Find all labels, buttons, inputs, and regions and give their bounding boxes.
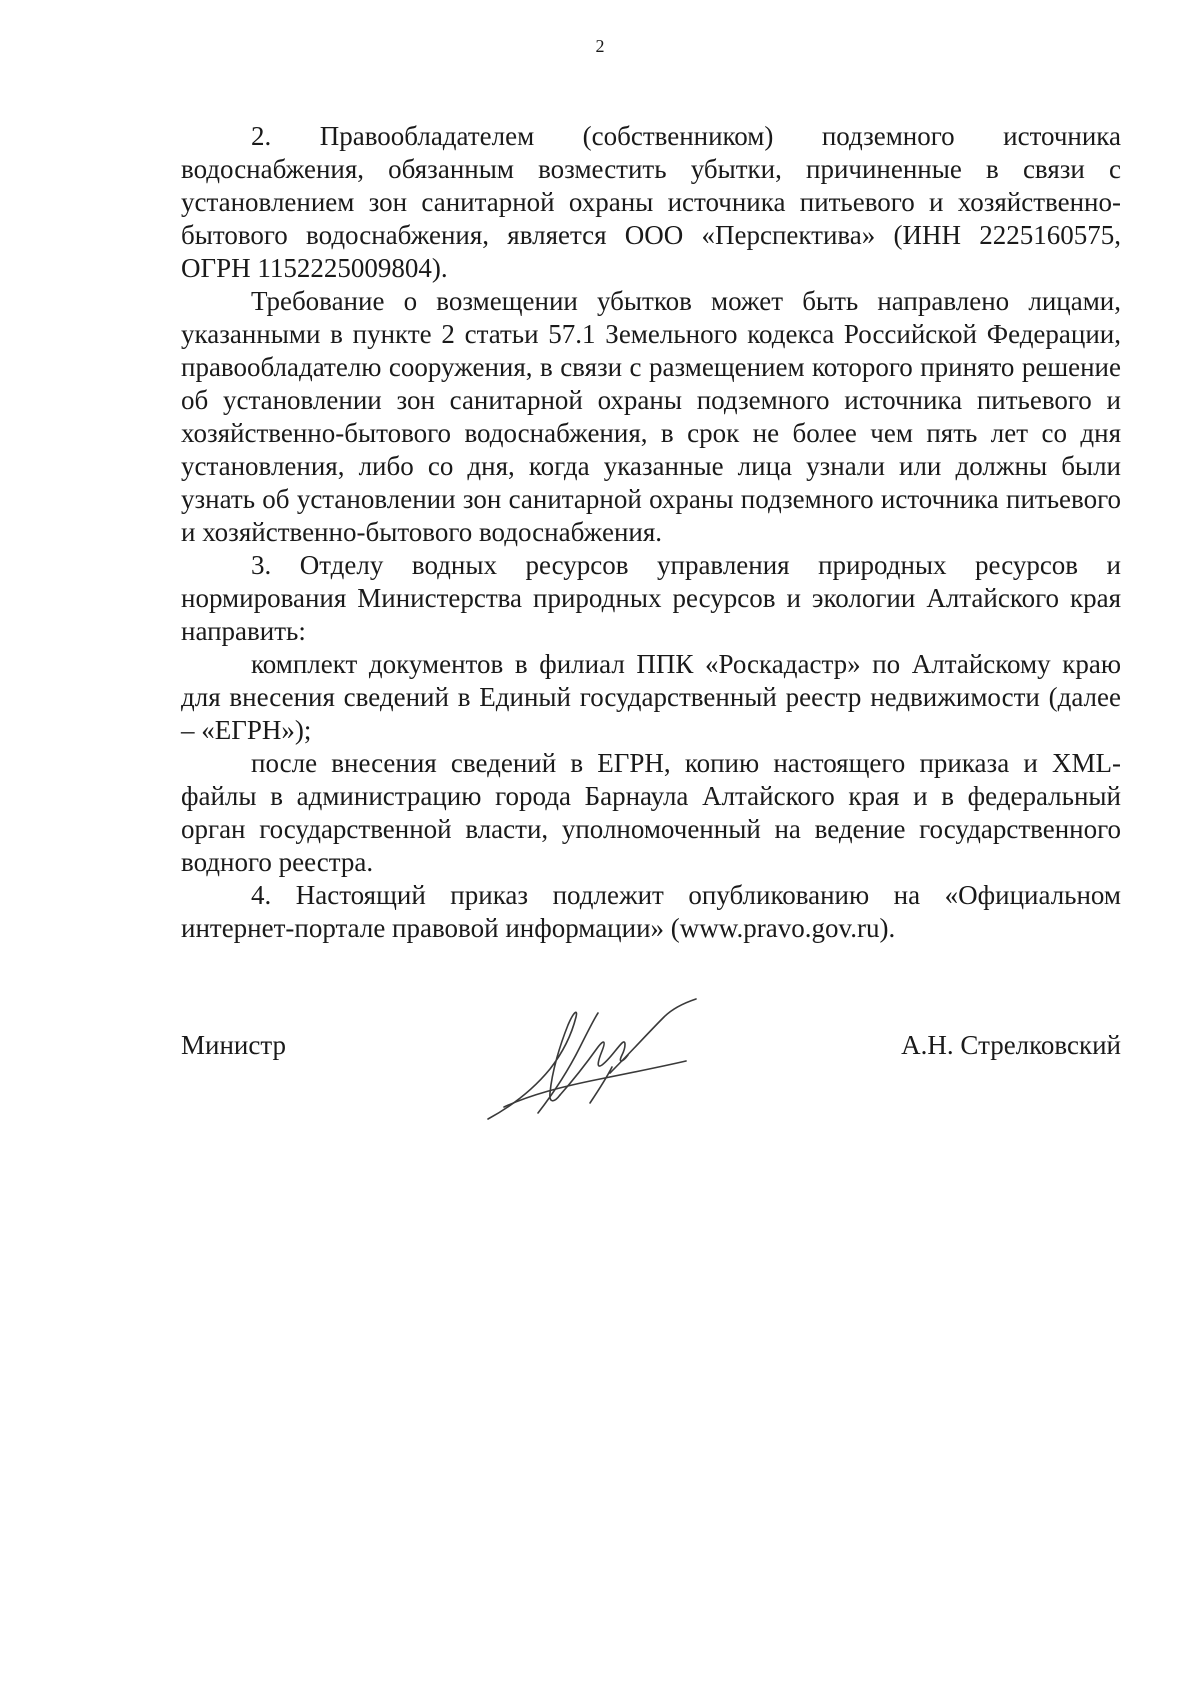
signatory-name: А.Н. Стрелковский [901,1030,1121,1060]
signature-block [181,1030,1121,1070]
paragraph-2-owner: 2. Правообладателем (собственником) подземного источника водоснабжения, обязанным возместить убытки, причиненные в связи с установлением зон санитарной охраны источника питьевого и хозяйственно-бытового водоснабжения, является ООО «Перспектива» (ИНН 2225160575, ОГРН 1152225009804). [181,121,1121,283]
paragraph-3-water-department: 3. Отделу водных ресурсов управления природных ресурсов и нормирования Министерства природных ресурсов и экологии Алтайского края направить: [181,550,1121,646]
paragraph-damages-claim: Требование о возмещении убытков может быть направлено лицами, указанными в пункте 2 статьи 57.1 Земельного кодекса Российской Федерации, правообладателю сооружения, в связи с размещением которого принято решение об установлении зон санитарной охраны подземного источника питьевого и хозяйственно-бытового водоснабжения, в срок не более чем пять лет со дня установления, либо со дня, когда указанные лица узнали или должны были узнать об установлении зон санитарной охраны подземного источника питьевого и хозяйственно-бытового водоснабжения. [181,286,1121,547]
document-body [181,120,1121,945]
paragraph-after-egrn: после внесения сведений в ЕГРН, копию настоящего приказа и XML-файлы в администрацию города Барнаула Алтайского края и в федеральный орган государственной власти, уполномоченный на ведение государственного водного реестра. [181,748,1121,877]
signatory-title: Министр [181,1030,286,1060]
paragraph-documents-roskadastr: комплект документов в филиал ППК «Роскадастр» по Алтайскому краю для внесения сведений в Единый государственный реестр недвижимости (далее – «ЕГРН»); [181,649,1121,745]
page-number: 2 [595,36,605,56]
paragraph-4-publication: 4. Настоящий приказ подлежит опубликованию на «Официальном интернет-портале правовой информации» (www.pravo.gov.ru). [181,880,1121,943]
